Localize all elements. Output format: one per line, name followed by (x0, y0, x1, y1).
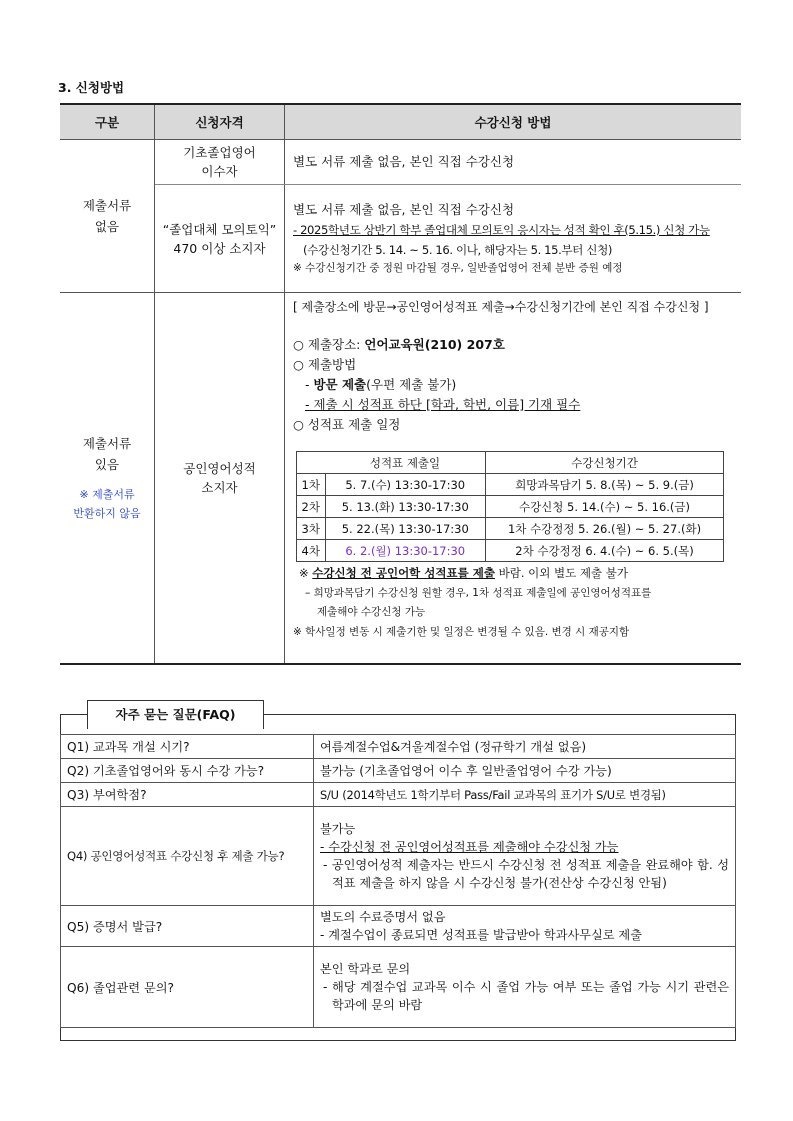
faq-question: Q4) 공인영어성적표 수강신청 후 제출 가능? (61, 807, 314, 906)
eligibility-text: 공인영어성적 (183, 461, 256, 476)
schedule-period: 2차 수강정정 6. 4.(수) ~ 6. 5.(목) (486, 540, 724, 562)
schedule-change-note: ※ 학사일정 변동 시 제출기한 및 일정은 변경될 수 있음. 변경 시 재공지함 (293, 626, 630, 638)
eligibility-cell (155, 140, 285, 185)
section-title: 3. 신청방법 (58, 80, 125, 95)
faq-question: Q3) 부여학점? (61, 783, 314, 807)
warning-sub: – 희망과목담기 수강신청 원할 경우, 1차 성적표 제출일에 공인영어성적표를 (305, 587, 652, 599)
method-note: (수강신청기간 5. 14. ~ 5. 16. 이나, 해당자는 5. 15.부터 신청) (303, 243, 612, 257)
schedule-no: 4차 (297, 540, 326, 562)
eligibility-text: “졸업대체 모의토익” (162, 221, 277, 237)
method-text: 별도 서류 제출 없음, 본인 직접 수강신청 (293, 202, 515, 217)
visit-rest: (우편 제출 불가) (366, 377, 457, 392)
faq-question: Q1) 교과목 개설 시기? (61, 735, 314, 759)
header-eligibility: 신청자격 (155, 104, 285, 140)
faq-row (61, 807, 736, 906)
schedule-submit: 6. 2.(월) 13:30-17:30 (325, 540, 486, 562)
faq-table (60, 734, 736, 1028)
header-category: 구분 (60, 104, 155, 140)
procedure-line: [ 제출장소에 방문→공인영어성적표 제출→수강신청기간에 본인 직접 수강신청 ] (293, 300, 709, 314)
eligibility-cell (155, 185, 285, 293)
schedule-no: 2차 (297, 496, 326, 518)
faq-row (61, 906, 736, 947)
warn-rest: 바람. 이외 별도 제출 불가 (494, 566, 628, 580)
faq-answer (314, 906, 736, 947)
faq-answer: 불가능 (기초졸업영어 이수 후 일반졸업영어 수강 가능) (314, 759, 736, 783)
schedule-submit: 5. 13.(화) 13:30-17:30 (325, 496, 486, 518)
place-value: 언어교육원(210) 207호 (364, 337, 505, 352)
schedule-submit: 5. 22.(목) 13:30-17:30 (325, 518, 486, 540)
schedule-no: 1차 (297, 474, 326, 496)
faq-answer-line: 본인 학과로 문의 (320, 962, 411, 976)
return-note: ※ 제출서류 (79, 488, 135, 501)
place-label: ○ 제출장소: (293, 337, 365, 352)
submission-place (293, 335, 741, 355)
faq-answer: S/U (2014학년도 1학기부터 Pass/Fail 교과목의 표기가 S/U로 변경됨) (314, 783, 736, 807)
category-label: 있음 (94, 457, 120, 472)
faq-answer (314, 807, 736, 906)
category-cell-required (60, 293, 155, 665)
faq-row (61, 759, 736, 783)
eligibility-text: 470 이상 소지자 (173, 240, 266, 256)
faq-answer-line: 불가능 (320, 822, 356, 836)
category-label: 제출서류 (82, 436, 132, 451)
category-label: 제출서류 (82, 198, 132, 213)
schedule-header: 성적표 제출일 (325, 452, 486, 474)
faq-answer-line: 별도의 수료증명서 없음 (320, 910, 446, 924)
schedule-row (297, 474, 724, 496)
schedule-table (296, 451, 724, 562)
faq-answer-line: - 공인영어성적 제출자는 반드시 수강신청 전 성적표 제출을 완료해야 함. 성적표 제출을 하지 않을 시 수강신청 불가(전산상 수강신청 안됨) (323, 858, 729, 890)
faq-answer-line: - 계절수업이 종료되면 성적표를 발급받아 학과사무실로 제출 (320, 928, 642, 942)
schedule-period: 희망과목담기 5. 8.(목) ~ 5. 9.(금) (486, 474, 724, 496)
category-cell-none (60, 140, 155, 293)
eligibility-text: 소지자 (201, 480, 238, 495)
eligibility-cell (155, 293, 285, 665)
faq-title: 자주 묻는 질문(FAQ) (87, 700, 264, 729)
warn-mark: ※ (299, 566, 313, 580)
faq-question: Q6) 졸업관련 문의? (61, 947, 314, 1028)
faq-row (61, 735, 736, 759)
faq-answer: 여름계절수업&겨울계절수업 (정규학기 개설 없음) (314, 735, 736, 759)
warn-bold: 수강신청 전 공인어학 성적표를 제출 (312, 566, 495, 580)
warning-line (293, 563, 741, 583)
eligibility-text: 기초졸업영어 (183, 145, 256, 160)
method-note: - 2025학년도 상반기 학부 졸업대체 모의토익 응시자는 성적 확인 후(5.15.) 신청 가능 (293, 223, 710, 237)
schedule-header-blank (297, 452, 326, 474)
category-label: 없음 (94, 219, 120, 234)
warning-sub: 제출해야 수강신청 가능 (317, 606, 426, 618)
schedule-submit: 5. 7.(수) 13:30-17:30 (325, 474, 486, 496)
visit-bold: 방문 제출 (313, 377, 367, 392)
schedule-row (297, 518, 724, 540)
dash: - (305, 377, 314, 392)
method-text: 별도 서류 제출 없음, 본인 직접 수강신청 (293, 154, 515, 169)
method-note: ※ 수강신청기간 중 정원 마감될 경우, 일반졸업영어 전체 분반 증원 예정 (293, 262, 623, 274)
eligibility-text: 이수자 (201, 164, 238, 179)
method-label: ○ 제출방법 (293, 357, 357, 372)
header-method: 수강신청 방법 (285, 104, 742, 140)
faq-answer-line: - 수강신청 전 공인영어성적표를 제출해야 수강신청 가능 (320, 840, 619, 854)
method-cell (285, 140, 742, 185)
method-cell (285, 185, 742, 293)
schedule-row (297, 540, 724, 562)
schedule-period: 수강신청 5. 14.(수) ~ 5. 16.(금) (486, 496, 724, 518)
return-note: 반환하지 않음 (73, 507, 141, 520)
visit-line (293, 375, 741, 395)
schedule-label: ○ 성적표 제출 일정 (293, 417, 401, 432)
application-method-table (60, 103, 741, 665)
faq-answer (314, 947, 736, 1028)
faq-answer-line: - 해당 계절수업 교과목 이수 시 졸업 가능 여부 또는 졸업 가능 시기 관련은 학과에 문의 바람 (323, 980, 729, 1012)
faq-row (61, 947, 736, 1028)
write-line: - 제출 시 성적표 하단 [학과, 학번, 이름] 기재 필수 (305, 397, 581, 412)
schedule-header: 수강신청기간 (486, 452, 724, 474)
schedule-no: 3차 (297, 518, 326, 540)
faq-question: Q2) 기초졸업영어와 동시 수강 가능? (61, 759, 314, 783)
faq-row (61, 783, 736, 807)
schedule-row (297, 496, 724, 518)
schedule-period: 1차 수강정정 5. 26.(월) ~ 5. 27.(화) (486, 518, 724, 540)
faq-question: Q5) 증명서 발급? (61, 906, 314, 947)
